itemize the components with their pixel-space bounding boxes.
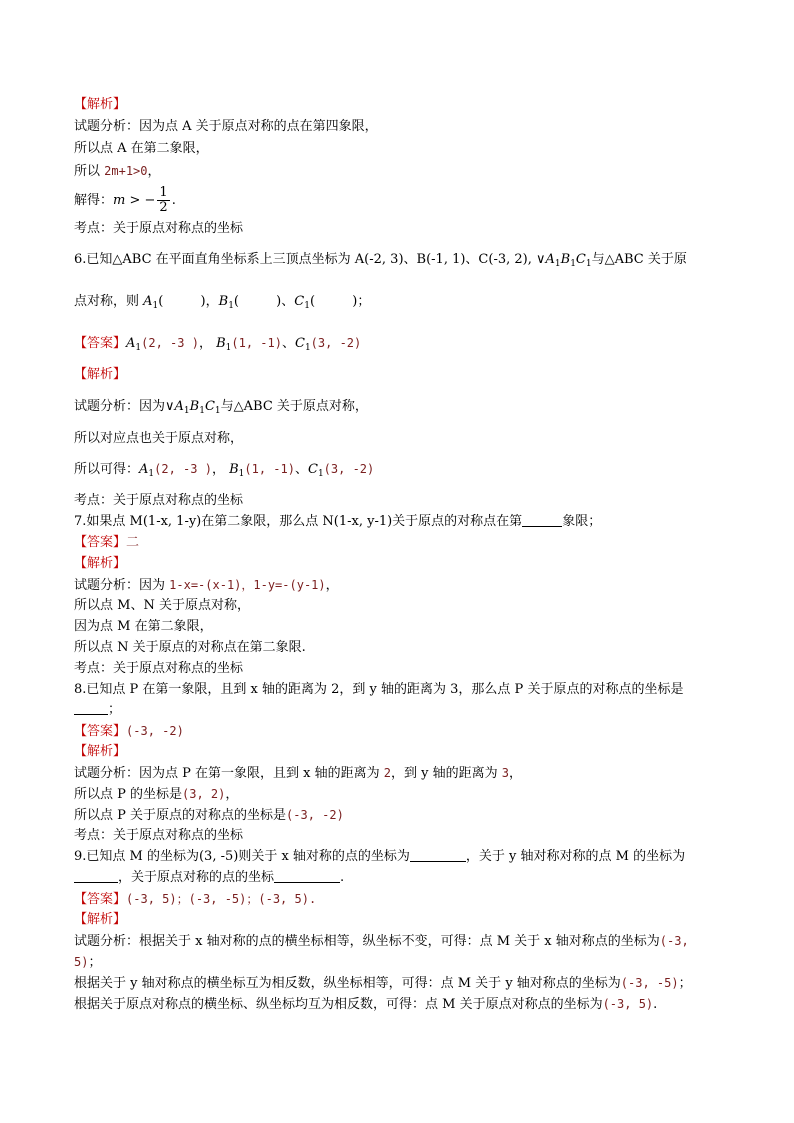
kaodian-line: 考点：关于原点对称点的坐标: [74, 661, 244, 676]
analysis-line: 根据关于 y 轴对称点的横坐标互为相反数，纵坐标相等，可得：点 M 关于 y 轴对称点的坐标为(-3, -5)；: [74, 976, 692, 991]
analysis-heading: 【解析】: [74, 912, 127, 927]
analysis-heading: 【解析】: [74, 556, 127, 571]
analysis-line-fraction: 解得：m > − $\frac{1}{2}$ .: [74, 185, 176, 215]
question-7-stem: 7.如果点 M(1-x, 1-y)在第二象限，那么点 N(1-x, y-1)关于原点的对称点在第 象限；: [74, 514, 602, 529]
question-7-answer: 【答案】二: [74, 535, 140, 550]
analysis-line: 所以点 A 在第二象限，: [74, 141, 209, 156]
analysis-line: 所以点 P 的坐标是(3, 2)，: [74, 787, 239, 802]
question-8-stem-2: ；: [74, 701, 121, 719]
question-9-answer: 【答案】(-3, 5)；(-3, -5)；(-3, 5).: [74, 892, 317, 907]
answer-blank: [74, 870, 118, 883]
answer-blank: [74, 702, 108, 715]
kaodian-line: 考点：关于原点对称点的坐标: [74, 221, 244, 236]
question-9-stem-2: ，关于原点对称的点的坐标 .: [74, 869, 344, 887]
analysis-line: 所以 2m+1>0，: [74, 164, 161, 179]
analysis-line: 根据关于原点对称点的横坐标、纵坐标均互为相反数，可得：点 M 关于原点对称点的坐标为(-3, 5).: [74, 997, 658, 1012]
kaodian-line: 考点：关于原点对称点的坐标: [74, 828, 244, 843]
question-6-stem-2: 点对称，则 $A_1$( )，$B_1$( )、$C_1$( )；: [74, 294, 371, 311]
question-8-stem: 8.已知点 P 在第一象限，且到 x 轴的距离为 2，到 y 轴的距离为 3，那么点 P 关于原点的对称点的坐标是: [74, 682, 684, 697]
question-6-stem: 6.已知△ABC 在平面直角坐标系上三顶点坐标为 A(-2, 3)、B(-1, 1)、C(-3, 2), $\vee A_1B_1C_1$与△ABC 关于原: [74, 252, 687, 269]
analysis-line: 试题分析：因为$\vee A_1B_1C_1$与△ABC 关于原点对称，: [74, 399, 368, 416]
analysis-line: 所以点 P 关于原点的对称点的坐标是(-3, -2): [74, 808, 344, 823]
question-9-stem: 9.已知点 M 的坐标为(3, -5)则关于 x 轴对称的点的坐标为 ，关于 y 轴对称对称的点 M 的坐标为: [74, 849, 686, 864]
question-6-answer: 【答案】$A_1(2$, -3 )， $B_1(1$, -1)、$C_1(3$, -2): [74, 336, 362, 353]
analysis-line: 所以对应点也关于原点对称，: [74, 431, 244, 446]
analysis-line: 试题分析：根据关于 x 轴对称的点的横坐标相等，纵坐标不变，可得：点 M 关于 x 轴对称点的坐标为(-3,: [74, 934, 689, 949]
answer-blank: [274, 870, 340, 883]
answer-blank: [522, 514, 562, 527]
analysis-line: 所以可得：$A_1(2$, -3 )， $B_1(1$, -1)、$C_1(3$, -2): [74, 462, 375, 479]
answer-blank: [410, 849, 466, 862]
question-8-answer: 【答案】(-3, -2): [74, 724, 184, 739]
fraction: $\frac{1}{2}$: [159, 185, 168, 215]
analysis-line: 5)；: [74, 955, 102, 970]
analysis-line: 所以点 M、N 关于原点对称，: [74, 598, 250, 613]
analysis-heading: 【解析】: [74, 367, 127, 382]
analysis-line: 试题分析：因为点 A 关于原点对称的点在第四象限，: [74, 119, 378, 134]
analysis-line: 所以点 N 关于原点的对称点在第二象限.: [74, 640, 306, 655]
analysis-line: 因为点 M 在第二象限，: [74, 619, 213, 634]
kaodian-line: 考点：关于原点对称点的坐标: [74, 493, 244, 508]
analysis-line: 试题分析：因为 1-x=-(x-1)，1-y=-(y-1)，: [74, 578, 339, 593]
analysis-heading: 【解析】: [74, 97, 127, 112]
analysis-heading: 【解析】: [74, 744, 127, 759]
analysis-line: 试题分析：因为点 P 在第一象限，且到 x 轴的距离为 2，到 y 轴的距离为 3，: [74, 766, 522, 781]
